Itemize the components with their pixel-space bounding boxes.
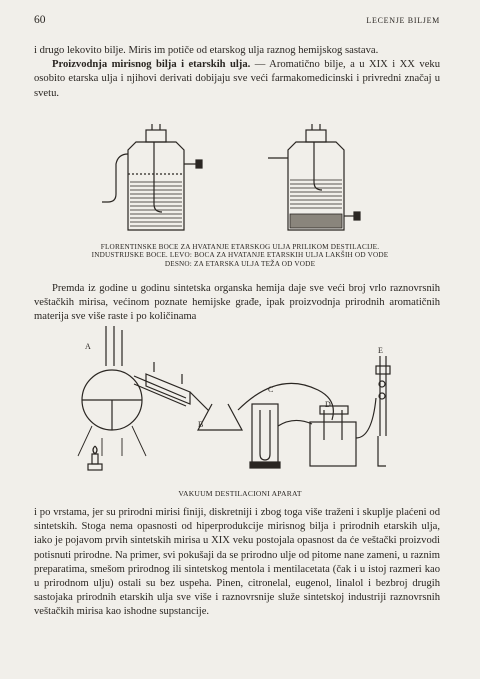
running-title: LECENJE BILJEM (366, 16, 440, 25)
paragraph-3: Premda iz godine u godinu sintetska organska hemija daje sve veći broj vrlo raznovrsnih veštačkih mirisa, većinom poznate hemijske građe, ipak proizvodnja prirodnih aromatičnih materija sve više raste i po količinama (34, 283, 440, 323)
gas-wash-bottle (278, 406, 356, 466)
caption-line: DESNO: ZA ETARSKA ULJA TEŽA OD VODE (164, 259, 316, 268)
closing-text (34, 506, 440, 620)
middle-text (34, 282, 440, 325)
label-a: A (85, 342, 91, 351)
paragraph-1: i drugo lekovito bilje. Miris im potiče od etarskog ulja raznog hemijskog sastava. (34, 45, 379, 56)
caption-line: FLORENTINSKE BOCE ZA HVATANJE ETARSKOG ULJA PRILIKOM DESTILACIJE. (100, 243, 380, 251)
paragraph-4: i po vrstama, jer su prirodni mirisi finiji, diskretniji i zbog toga više traženi i skuplje plaćeni od sintetskih. Stoga nema opasnosti od hiperprodukcije mirisnog bilja i prirodnih etarskih ulja, iako je pojavom prvih sintetskih mirisa u XIX veku postojala opasnost da će veštački proizvodi potisnuti prirodne. Na primer, svi pokušaji da se prirodno ulje od pitome nane zameni, u raznim preparatima, smešom prirodnog ili sintetskog mentola i mentilacetata (čak i u istoj razmeri kao u prirodnom ulju) ostali su bez uspeha. Pinen, citronelal, eugenol, linalol i bezbroj drugih sastojaka prirodnih etarskih ulja sve više i raznovrsnije služe sintetskoj industriji raznovrsnih veštačkih mirisa kao ishodne supstancije. (34, 507, 440, 618)
vacuum-distillation-illustration (62, 326, 422, 478)
figure-2-caption: VAKUUM DESTILACIONI APARAT (178, 489, 302, 498)
paragraph-2-text: — Aromatično bilje, a u XIX i XX veku osobito etarska ulja i njihovi derivati dobijaju sve veći farmakomedicinski i privredni značaj u svetu. (34, 59, 440, 99)
label-d: D (325, 400, 331, 409)
burner (88, 446, 102, 470)
flask-left (102, 124, 202, 230)
label-b: B (198, 420, 204, 429)
page-number: 60 (34, 14, 46, 26)
florentine-flasks-illustration (100, 124, 380, 240)
paragraph-2 (34, 58, 440, 101)
vacuum-pump (356, 356, 390, 466)
label-c: C (268, 385, 274, 394)
intro-text (34, 44, 440, 101)
caption-line: INDUSTRIJSKE BOCE. LEVO: BOCA ZA HVATANJE ETARSKIH ULJA LAKŠIH OD VODE (91, 251, 389, 260)
figure-1-caption (60, 243, 420, 268)
label-e: E (378, 346, 383, 355)
section-title: Proizvodnja mirisnog bilja i etarskih ulja. (52, 59, 251, 71)
manometer (250, 404, 280, 468)
page-header (34, 14, 440, 28)
flask-right (268, 124, 360, 230)
